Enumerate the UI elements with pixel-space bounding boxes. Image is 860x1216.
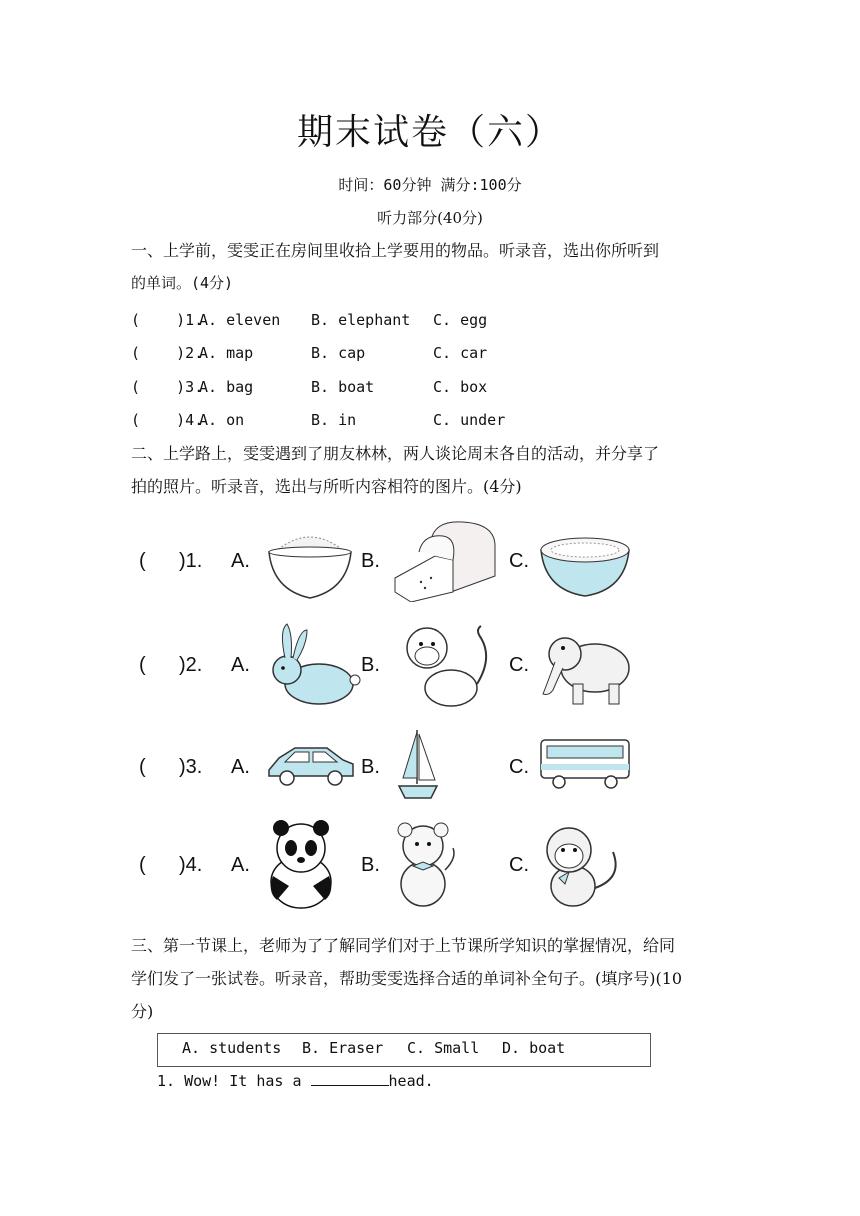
q2-picture-row	[131, 718, 691, 818]
word-bank-box	[157, 1033, 651, 1067]
rice-bowl-icon[interactable]	[265, 518, 355, 602]
answer-blank[interactable]: ( )1.	[139, 550, 203, 572]
word-option: D. boat	[502, 1039, 566, 1057]
sentence-prefix: 1. Wow! It has a	[157, 1072, 311, 1090]
q3-line3: 分)	[131, 1002, 154, 1021]
answer-blank[interactable]: ( )1.	[131, 311, 204, 329]
option-c: C. egg	[433, 311, 488, 329]
option-c: C.	[509, 756, 529, 778]
monkey-icon[interactable]	[535, 822, 625, 910]
q2-picture-row	[131, 616, 691, 716]
answer-blank[interactable]: ( )3.	[139, 756, 203, 778]
answer-blank[interactable]: ( )4.	[139, 854, 203, 876]
bread-icon[interactable]	[391, 516, 503, 602]
option-a: A. map	[199, 344, 254, 362]
answer-blank[interactable]: ( )4.	[131, 411, 204, 429]
q2-line2: 拍的照片。听录音，选出与所听内容相符的图片。(4分)	[131, 477, 522, 496]
blue-rice-bowl-icon[interactable]	[537, 524, 633, 600]
rabbit-icon[interactable]	[263, 620, 361, 712]
monkey-icon[interactable]	[397, 618, 493, 710]
q1-line1: 一、上学前，雯雯正在房间里收拾上学要用的物品。听录音，选出你所听到	[131, 241, 660, 260]
option-a: A. bag	[199, 378, 254, 396]
option-a: A.	[231, 550, 250, 572]
option-b: B.	[361, 654, 380, 676]
word-option: C. Small	[407, 1039, 480, 1057]
option-a: A.	[231, 854, 250, 876]
q2-instructions	[131, 437, 731, 503]
option-b: B.	[361, 854, 380, 876]
sailboat-icon[interactable]	[395, 726, 441, 804]
q3-line1: 三、第一节课上，老师为了了解同学们对于上节课所学知识的掌握情况，给同	[131, 936, 676, 955]
car-icon[interactable]	[265, 740, 357, 788]
option-a: A.	[231, 654, 250, 676]
q2-line1: 二、上学路上，雯雯遇到了朋友林林，两人谈论周末各自的活动，并分享了	[131, 444, 660, 463]
page-title: 期末试卷（六）	[296, 112, 563, 153]
option-b: B.	[361, 550, 380, 572]
option-a: A. on	[199, 411, 245, 429]
q2-picture-row	[131, 816, 691, 916]
sentence-suffix: head.	[388, 1072, 434, 1090]
word-option: A. students	[182, 1039, 282, 1057]
option-c: C. car	[433, 344, 488, 362]
section-heading: 听力部分(40分)	[377, 209, 483, 227]
q2-picture-row	[131, 512, 691, 612]
option-b: B.	[361, 756, 380, 778]
answer-blank[interactable]: ( )2.	[139, 654, 203, 676]
q1-instructions	[131, 234, 731, 300]
option-b: B. elephant	[311, 311, 411, 329]
option-a: A.	[231, 756, 250, 778]
teddy-bear-icon[interactable]	[387, 818, 463, 912]
bus-icon[interactable]	[537, 736, 633, 792]
option-c: C.	[509, 654, 529, 676]
q3-instructions	[131, 929, 743, 1028]
option-b: B. boat	[311, 378, 375, 396]
option-c: C. box	[433, 378, 488, 396]
option-c: C.	[509, 550, 529, 572]
word-option: B. Eraser	[302, 1039, 384, 1057]
option-c: C.	[509, 854, 529, 876]
option-a: A. eleven	[199, 311, 281, 329]
option-b: B. cap	[311, 344, 366, 362]
elephant-icon[interactable]	[541, 624, 635, 708]
exam-meta: 时间：60分钟 满分:100分	[338, 176, 522, 194]
option-b: B. in	[311, 411, 357, 429]
panda-icon[interactable]	[263, 816, 339, 912]
answer-blank[interactable]: ( )3.	[131, 378, 204, 396]
q1-line2: 的单词。(4分)	[131, 274, 234, 292]
fill-in-blank[interactable]	[311, 1071, 389, 1086]
q3-sentence-1	[157, 1071, 434, 1090]
answer-blank[interactable]: ( )2.	[131, 344, 204, 362]
option-c: C. under	[433, 411, 506, 429]
q3-line2: 学们发了一张试卷。听录音，帮助雯雯选择合适的单词补全句子。(填序号)(10	[131, 969, 683, 988]
